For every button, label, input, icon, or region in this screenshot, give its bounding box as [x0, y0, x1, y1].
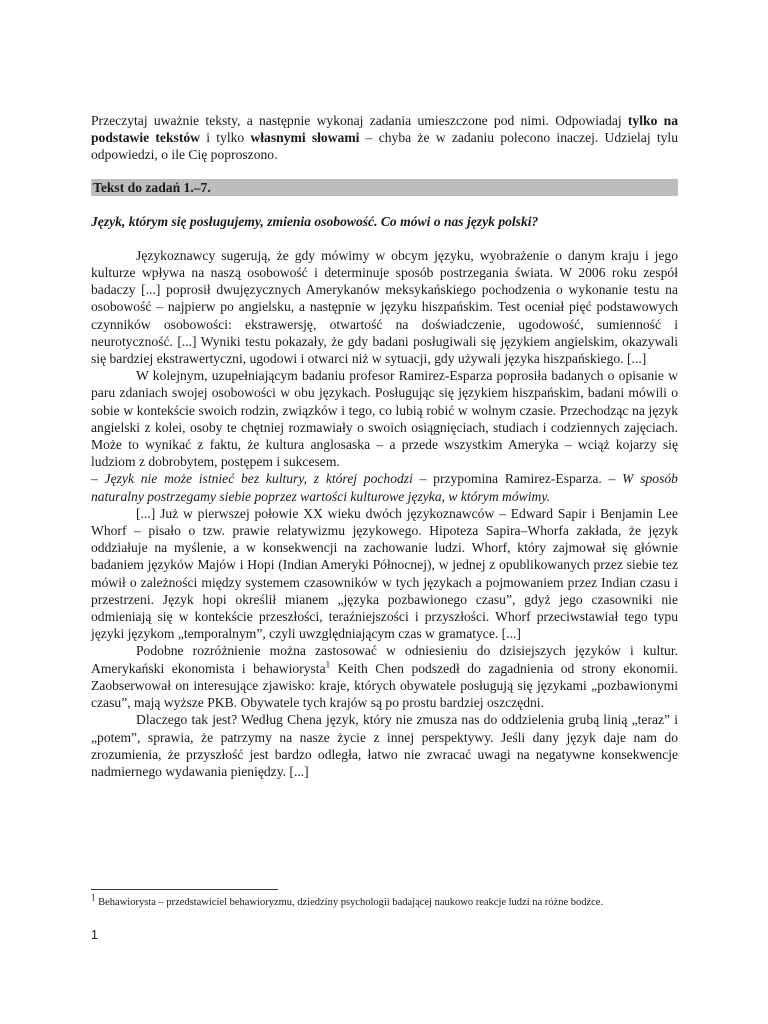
footnote-marker: 1: [91, 892, 96, 903]
footnote-reference: 1: [325, 659, 331, 670]
article-paragraph-4: Podobne rozróżnienie można zastosować w odniesieniu do dzisiejszych języków i kultur. Amerykański ekonomista i behawiorysta$^1$ Keith Chen podszedł do zagadnienia od strony ekonomii. Zaobserwował on interesujące zjawisko: kraje, których obywatele posługują się językami „pozbawionymi czasu”, mają wyższe PKB. Obywatele tych krajów są po prostu bardziej oszczędni.: [91, 643, 679, 711]
article-quote: [91, 470, 678, 504]
article-paragraph-3: [...] Już w pierwszej połowie XX wieku dwóch językoznawców – Edward Sapir i Benjamin Lee Whorf – pisało o tzw. prawie relatywizmu językowego. Hipoteza Sapira–Whorfa zakłada, że język oddziałuje na myślenie, a w konsekwencji na zachowanie ludzi. Whorf, który zajmował się głównie badaniem języków Majów i Hopi (Indian Ameryki Północnej), w jednej z opublikowanych przez siebie tez mówił o zależności między systemem czasowników w tych językach a pojmowaniem przez Indian czasu i przestrzeni. Język hopi określił mianem „języka pozbawionego czasu”, gdyż jego czasowniki nie odmieniają się w kontekście przeszłości, teraźniejszości i przyszłości. Whorf przeciwstawiał tego typu języki językom „temporalnym”, czyli uwzględniającym czas w gramatyce. [...]: [91, 505, 678, 642]
quote-part-1: – Język nie może istnieć bez kultury, z której pochodzi: [91, 471, 413, 487]
article-title: Język, którym się posługujemy, zmienia osobowość. Co mówi o nas język polski?: [91, 213, 539, 229]
article-paragraph-2: W kolejnym, uzupełniającym badaniu profesor Ramirez-Esparza poprosiła badanych o opisanie w paru zdaniach swojej osobowości w obu językach. Posługując się językiem hiszpańskim, badani mówili o sobie w kontekście swoich rodzin, związków i tego, co lubią robić w wolnym czasie. Przechodząc na język angielski z kolei, osoby te chętniej rozmawiały o swoich osiągnięciach, studiach i codziennych zajęciach. Może to wynikać z faktu, że kultura anglosaska – a przede wszystkim Ameryka – wciąż kojarzy się ludziom z dobrobytem, postępem i sukcesem.: [91, 368, 678, 470]
quote-part-2: W sposób naturalny postrzegamy siebie poprzez wartości kulturowe języka, w którym mówimy.: [91, 471, 678, 504]
quote-attribution: – przypomina Ramirez-Esparza. –: [412, 471, 623, 487]
instructions-emphasis-texts: tylko na podstawie tekstów: [91, 113, 678, 146]
footnote: [91, 892, 678, 909]
article-paragraph-5: Dlaczego tak jest? Według Chena język, który nie zmusza nas do oddzielenia grubą linią „teraz” i „potem”, sprawia, że patrzymy na nasze życie z innej perspektywy. Jeśli dany język daje nam do zrozumienia, że przyszłość jest bardzo odległa, łatwo nie zwracać uwagi na negatywne konsekwencje nadmiernego wydawania pieniędzy. [...]: [91, 712, 678, 779]
footnote-text: Behawiorysta – przedstawiciel behawioryzmu, dziedziny psychologii badającej naukowo reakcje ludzi na różne bodźce.: [95, 897, 604, 908]
page-number: 1: [91, 928, 98, 942]
footnote-divider: [91, 889, 278, 890]
instructions-paragraph: Przeczytaj uważnie teksty, a następnie wykonaj zadania umieszczone pod nimi. Odpowiadaj tylko na podstawie tekstów i tylko własnymi słowami – chyba że w zadaniu polecono inaczej. Udzielaj tylu odpowiedzi, o ile Cię poproszono.: [91, 113, 678, 163]
section-heading: Tekst do zadań 1.–7.: [91, 179, 678, 196]
article-paragraph-1: Językoznawcy sugerują, że gdy mówimy w obcym języku, wyobrażenie o danym kraju i jego kulturze wpływa na naszą osobowość i determinuje sposób postrzegania świata. W 2006 roku zespół badaczy [...] poprosił dwujęzycznych Amerykanów meksykańskiego pochodzenia o wykonanie testu na osobowość – najpierw po angielsku, a następnie w języku hiszpańskim. Test oceniał pięć podstawowych czynników osobowości: ekstrawersję, otwartość na doświadczenie, ugodowość, sumienność i neurotyczność. [...] Wyniki testu pokazały, że gdy badani posługiwali się językiem angielskim, okazywali się bardziej ekstrawertyczni, ugodowi i otwarci niż w sytuacji, gdy używali języka hiszpańskiego. [...]: [91, 247, 678, 367]
instructions-emphasis-words: własnymi słowami: [250, 130, 360, 146]
page-content: [91, 112, 678, 780]
